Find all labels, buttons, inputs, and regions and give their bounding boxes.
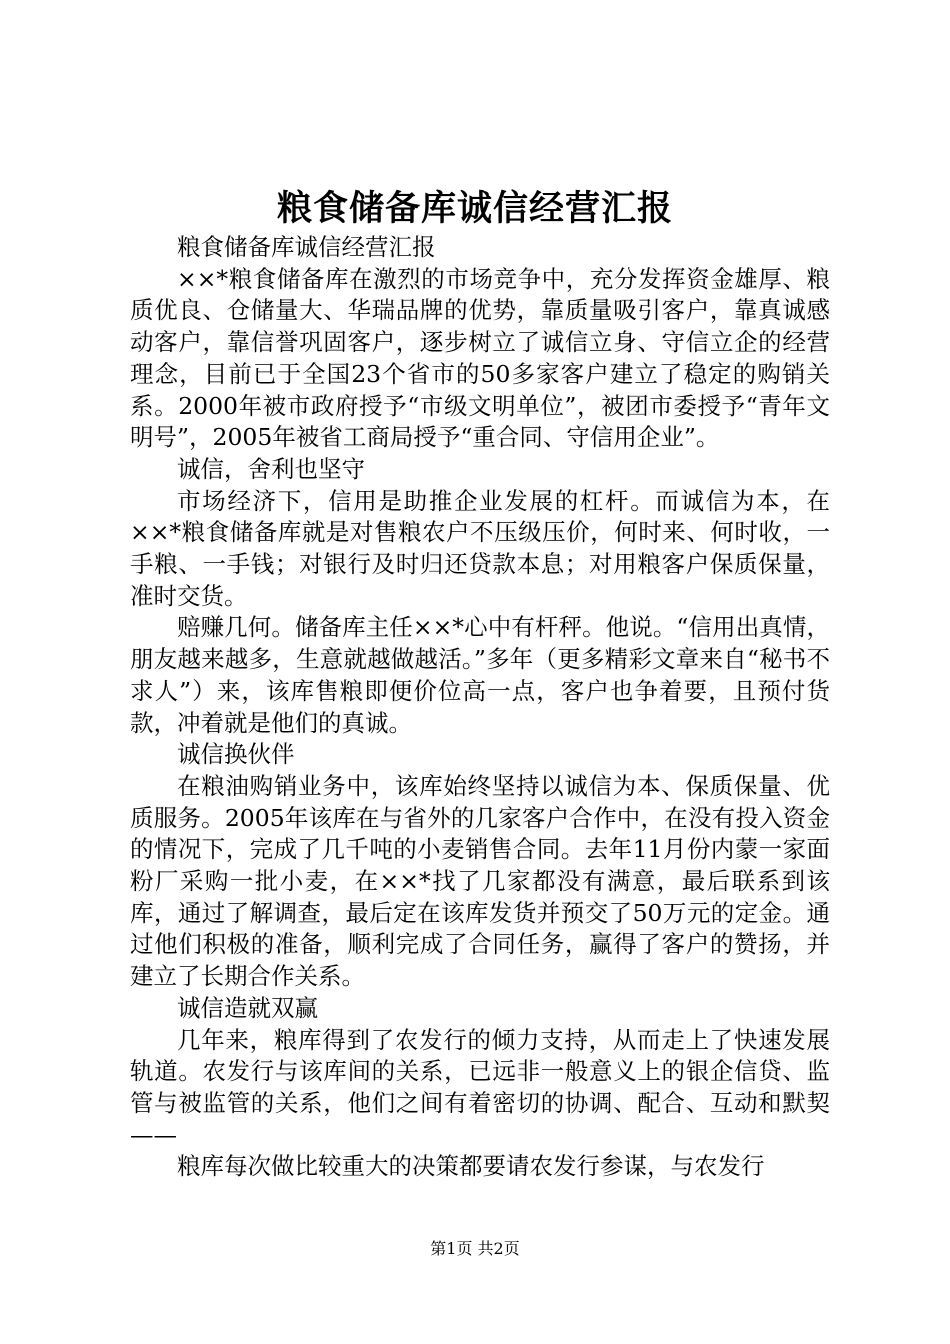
- paragraph: 在粮油购销业务中，该库始终坚持以诚信为本、保质保量、优质服务。2005年该库在与省外的几家客户合作中，在没有投入资金的情况下，完成了几千吨的小麦销售合同。去年11月份内蒙一家面粉厂采购一批小麦，在××*找了几家都没有满意，最后联系到该库，通过了解调查，最后定在该库发货并预交了50万元的定金。通过他们积极的准备，顺利完成了合同任务，赢得了客户的赞扬，并建立了长期合作关系。: [130, 771, 830, 991]
- paragraph: 几年来，粮库得到了农发行的倾力支持，从而走上了快速发展轨道。农发行与该库间的关系，已远非一般意义上的银企信贷、监管与被监管的关系，他们之间有着密切的协调、配合、互动和默契——: [130, 1025, 830, 1149]
- document-body: [130, 232, 830, 1183]
- section-heading: 诚信造就双赢: [177, 993, 318, 1022]
- paragraph: 赔赚几何。储备库主任××*心中有杆秤。他说。“信用出真情，朋友越来越多，生意就越做越活。”多年（更多精彩文章来自“秘书不求人”）来，该库售粮即便价位高一点，客户也争着要，且预付货款，冲着就是他们的真诚。: [130, 613, 830, 737]
- page-footer: 第1页 共2页: [430, 1239, 520, 1258]
- section-heading: 诚信换伙伴: [177, 740, 295, 769]
- paragraph: 粮库每次做比较重大的决策都要请农发行参谋，与农发行: [177, 1152, 765, 1181]
- paragraph: 市场经济下，信用是助推企业发展的杠杆。而诚信为本，在××*粮食储备库就是对售粮农户不压级压价，何时来、何时收，一手粮、一手钱；对银行及时归还贷款本息；对用粮客户保质保量，准时交货。: [130, 486, 830, 610]
- paragraph-heading: 粮食储备库诚信经营汇报: [177, 233, 436, 261]
- section-heading: 诚信，舍利也坚守: [177, 454, 365, 483]
- document-title: 粮食储备库诚信经营汇报: [276, 188, 673, 229]
- paragraph: ××*粮食储备库在激烈的市场竞争中，充分发挥资金雄厚、粮质优良、仓储量大、华瑞品牌的优势，靠质量吸引客户，靠真诚感动客户，靠信誉巩固客户，逐步树立了诚信立身、守信立企的经营理念，目前已于全国23个省市的50多家客户建立了稳定的购销关系。2000年被市政府授予“市级文明单位”，被团市委授予“青年文明号”，2005年被省工商局授予“重合同、守信用企业”。: [130, 264, 830, 452]
